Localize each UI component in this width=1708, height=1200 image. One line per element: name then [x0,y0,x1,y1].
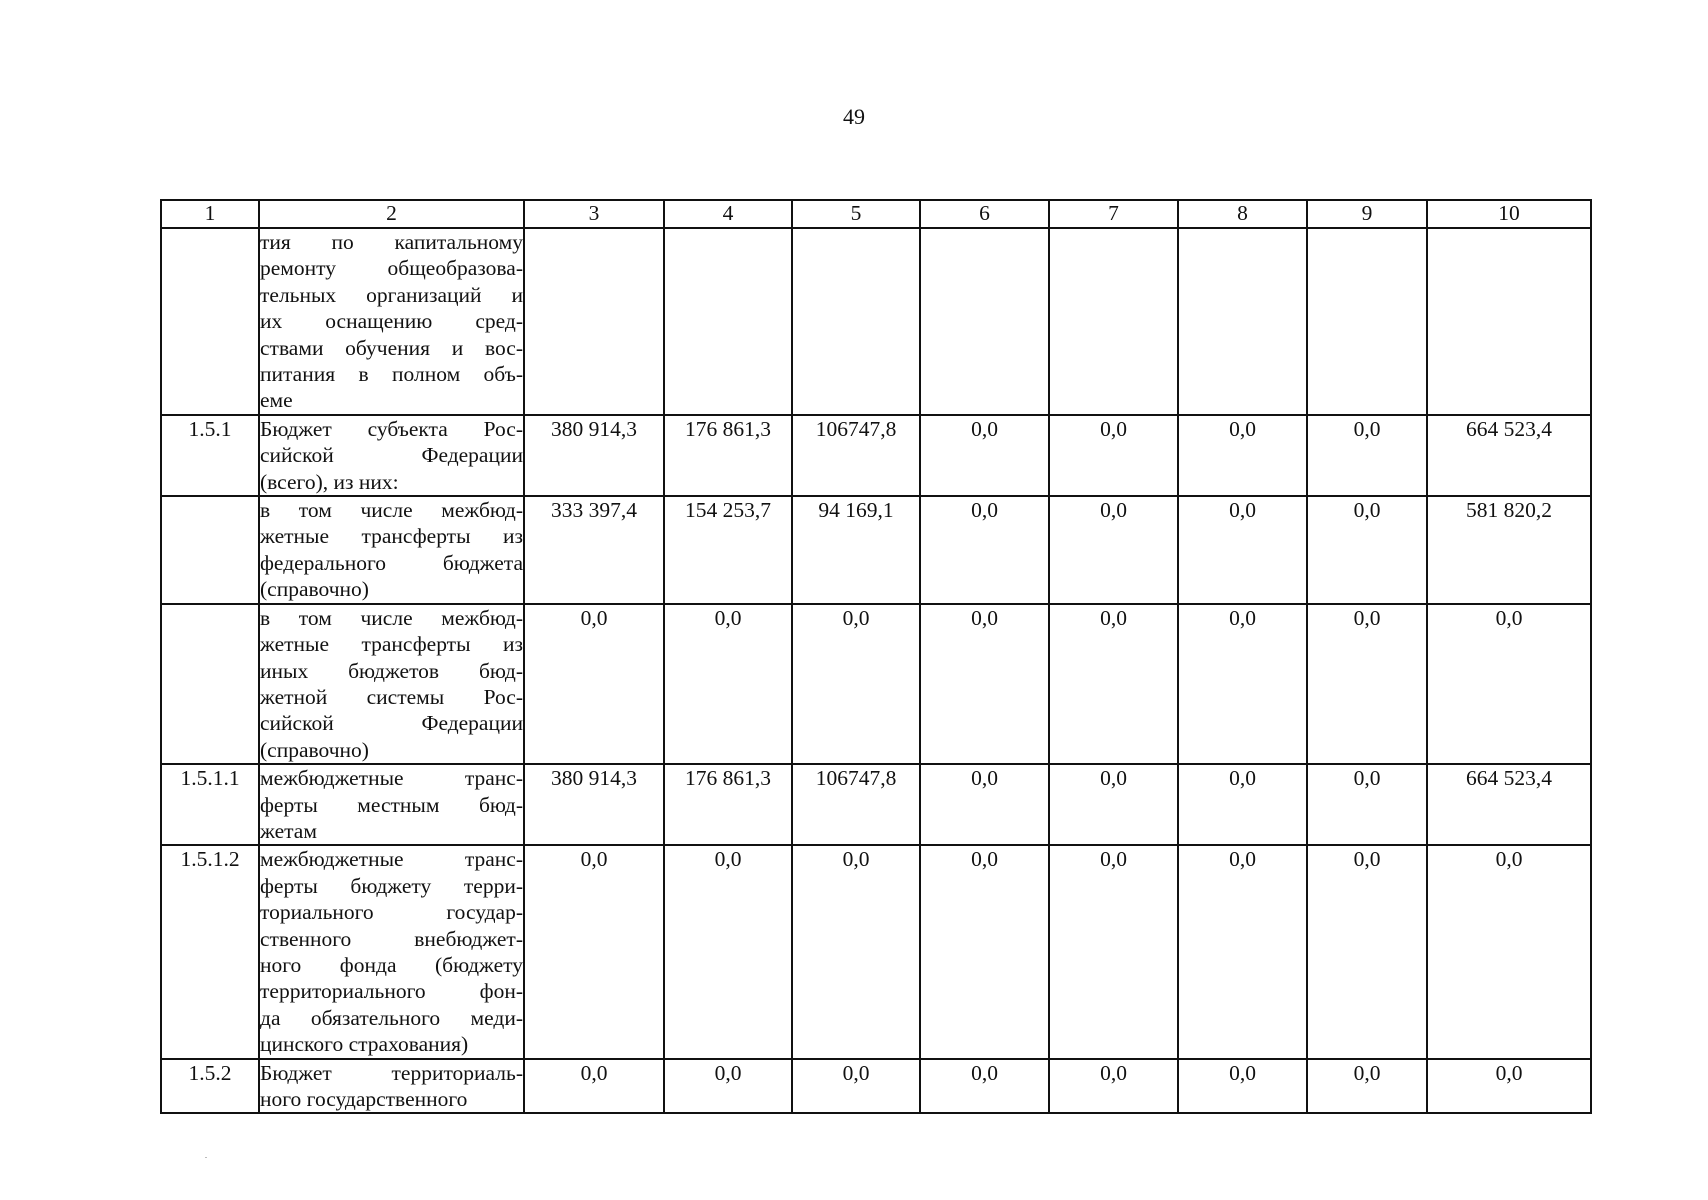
value-cell-col-9: 0,0 [1307,845,1427,1058]
value-cell-col-10 [1427,228,1591,415]
value-cell-col-4 [664,228,792,415]
page-number: 49 [843,104,865,129]
value-cell-col-9: 0,0 [1307,764,1427,845]
header-row [161,200,1591,228]
column-header: 6 [920,200,1049,228]
value-cell-col-7: 0,0 [1049,604,1178,764]
value-cell-col-6: 0,0 [920,415,1049,496]
description-line: жетам [260,818,317,843]
description-line: Бюджет территориаль- [260,1060,523,1085]
row-description-cell [259,604,524,764]
table-row [161,845,1591,1058]
description-line: еме [260,388,293,413]
value-cell-col-8 [1178,228,1307,415]
column-header: 8 [1178,200,1307,228]
value-cell-col-3: 333 397,4 [524,496,664,604]
description-line: их оснащению сред- [260,309,523,334]
table-row [161,764,1591,845]
row-code-cell [161,228,259,415]
value-cell-col-4: 0,0 [664,604,792,764]
column-header: 9 [1307,200,1427,228]
description-line: в том числе межбюд- [260,498,523,523]
value-cell-col-8: 0,0 [1178,845,1307,1058]
value-cell-col-6: 0,0 [920,845,1049,1058]
value-cell-col-8: 0,0 [1178,415,1307,496]
description-line: территориального фон- [260,979,523,1004]
column-header: 7 [1049,200,1178,228]
value-cell-col-5: 106747,8 [792,764,920,845]
budget-table [160,199,1592,1114]
value-cell-col-10: 664 523,4 [1427,415,1591,496]
value-cell-col-3: 0,0 [524,604,664,764]
description-line: (справочно) [260,737,369,762]
table-body [161,228,1591,1113]
description-line: федерального бюджета [260,550,523,575]
value-cell-col-7 [1049,228,1178,415]
value-cell-col-6: 0,0 [920,1059,1049,1114]
value-cell-col-3: 0,0 [524,1059,664,1114]
value-cell-col-10: 664 523,4 [1427,764,1591,845]
description-line: да обязательного меди- [260,1005,523,1030]
value-cell-col-5: 0,0 [792,604,920,764]
value-cell-col-5: 0,0 [792,1059,920,1114]
description-line: (всего), из них: [260,469,399,494]
value-cell-col-10: 581 820,2 [1427,496,1591,604]
value-cell-col-4: 154 253,7 [664,496,792,604]
value-cell-col-5: 94 169,1 [792,496,920,604]
value-cell-col-6: 0,0 [920,496,1049,604]
description-line: цинского страхования) [260,1032,469,1057]
table-row [161,604,1591,764]
table-row [161,496,1591,604]
description-line: ного фонда (бюджету [260,952,523,977]
value-cell-col-4: 176 861,3 [664,415,792,496]
column-header: 10 [1427,200,1591,228]
description-line: жетные трансферты из [260,632,523,657]
description-line: жетной системы Рос- [260,684,523,709]
value-cell-col-9: 0,0 [1307,1059,1427,1114]
description-line: Бюджет субъекта Рос- [260,416,523,441]
description-line: ного государственного [260,1087,468,1111]
row-code-cell: 1.5.1.2 [161,845,259,1058]
value-cell-col-6 [920,228,1049,415]
row-description-cell [259,845,524,1058]
description-line: сийской Федерации [260,443,523,468]
value-cell-col-7: 0,0 [1049,496,1178,604]
description-line: межбюджетные транс- [260,847,523,872]
value-cell-col-7: 0,0 [1049,415,1178,496]
value-cell-col-9: 0,0 [1307,496,1427,604]
column-header: 2 [259,200,524,228]
column-header: 3 [524,200,664,228]
row-code-cell: 1.5.2 [161,1059,259,1114]
description-line: ственного внебюджет- [260,926,523,951]
description-line: межбюджетные транс- [260,766,523,791]
value-cell-col-10: 0,0 [1427,845,1591,1058]
row-description-cell [259,415,524,496]
description-line: (справочно) [260,577,369,602]
value-cell-col-4: 0,0 [664,1059,792,1114]
description-line: питания в полном объ- [260,362,523,387]
value-cell-col-4: 176 861,3 [664,764,792,845]
row-code-cell [161,496,259,604]
value-cell-col-7: 0,0 [1049,845,1178,1058]
table-row [161,415,1591,496]
row-description-cell [259,496,524,604]
row-code-cell [161,604,259,764]
value-cell-col-10: 0,0 [1427,604,1591,764]
description-line: тия по капитальному [260,230,523,254]
value-cell-col-5: 0,0 [792,845,920,1058]
description-line: жетные трансферты из [260,524,523,549]
column-header: 4 [664,200,792,228]
value-cell-col-8: 0,0 [1178,764,1307,845]
description-line: ферты местным бюд- [260,792,523,817]
value-cell-col-7: 0,0 [1049,1059,1178,1114]
value-cell-col-9: 0,0 [1307,415,1427,496]
row-code-cell: 1.5.1.1 [161,764,259,845]
description-line: ферты бюджету терри- [260,873,523,898]
value-cell-col-9 [1307,228,1427,415]
table-row [161,228,1591,415]
row-description-cell [259,764,524,845]
value-cell-col-10: 0,0 [1427,1059,1591,1114]
description-line: ремонту общеобразова- [260,256,523,281]
table-row [161,1059,1591,1114]
description-line: ствами обучения и вос- [260,335,523,360]
value-cell-col-3 [524,228,664,415]
description-line: сийской Федерации [260,711,523,736]
value-cell-col-5 [792,228,920,415]
value-cell-col-8: 0,0 [1178,496,1307,604]
description-line: иных бюджетов бюд- [260,658,523,683]
value-cell-col-6: 0,0 [920,604,1049,764]
value-cell-col-8: 0,0 [1178,604,1307,764]
value-cell-col-6: 0,0 [920,764,1049,845]
description-line: ториального государ- [260,900,523,925]
scan-speck [205,1157,207,1158]
row-code-cell: 1.5.1 [161,415,259,496]
value-cell-col-7: 0,0 [1049,764,1178,845]
value-cell-col-4: 0,0 [664,845,792,1058]
description-line: в том числе межбюд- [260,605,523,630]
row-description-cell [259,228,524,415]
value-cell-col-3: 380 914,3 [524,415,664,496]
value-cell-col-3: 0,0 [524,845,664,1058]
value-cell-col-5: 106747,8 [792,415,920,496]
value-cell-col-8: 0,0 [1178,1059,1307,1114]
column-header: 1 [161,200,259,228]
value-cell-col-3: 380 914,3 [524,764,664,845]
row-description-cell [259,1059,524,1114]
column-header: 5 [792,200,920,228]
value-cell-col-9: 0,0 [1307,604,1427,764]
description-line: тельных организаций и [260,282,523,307]
